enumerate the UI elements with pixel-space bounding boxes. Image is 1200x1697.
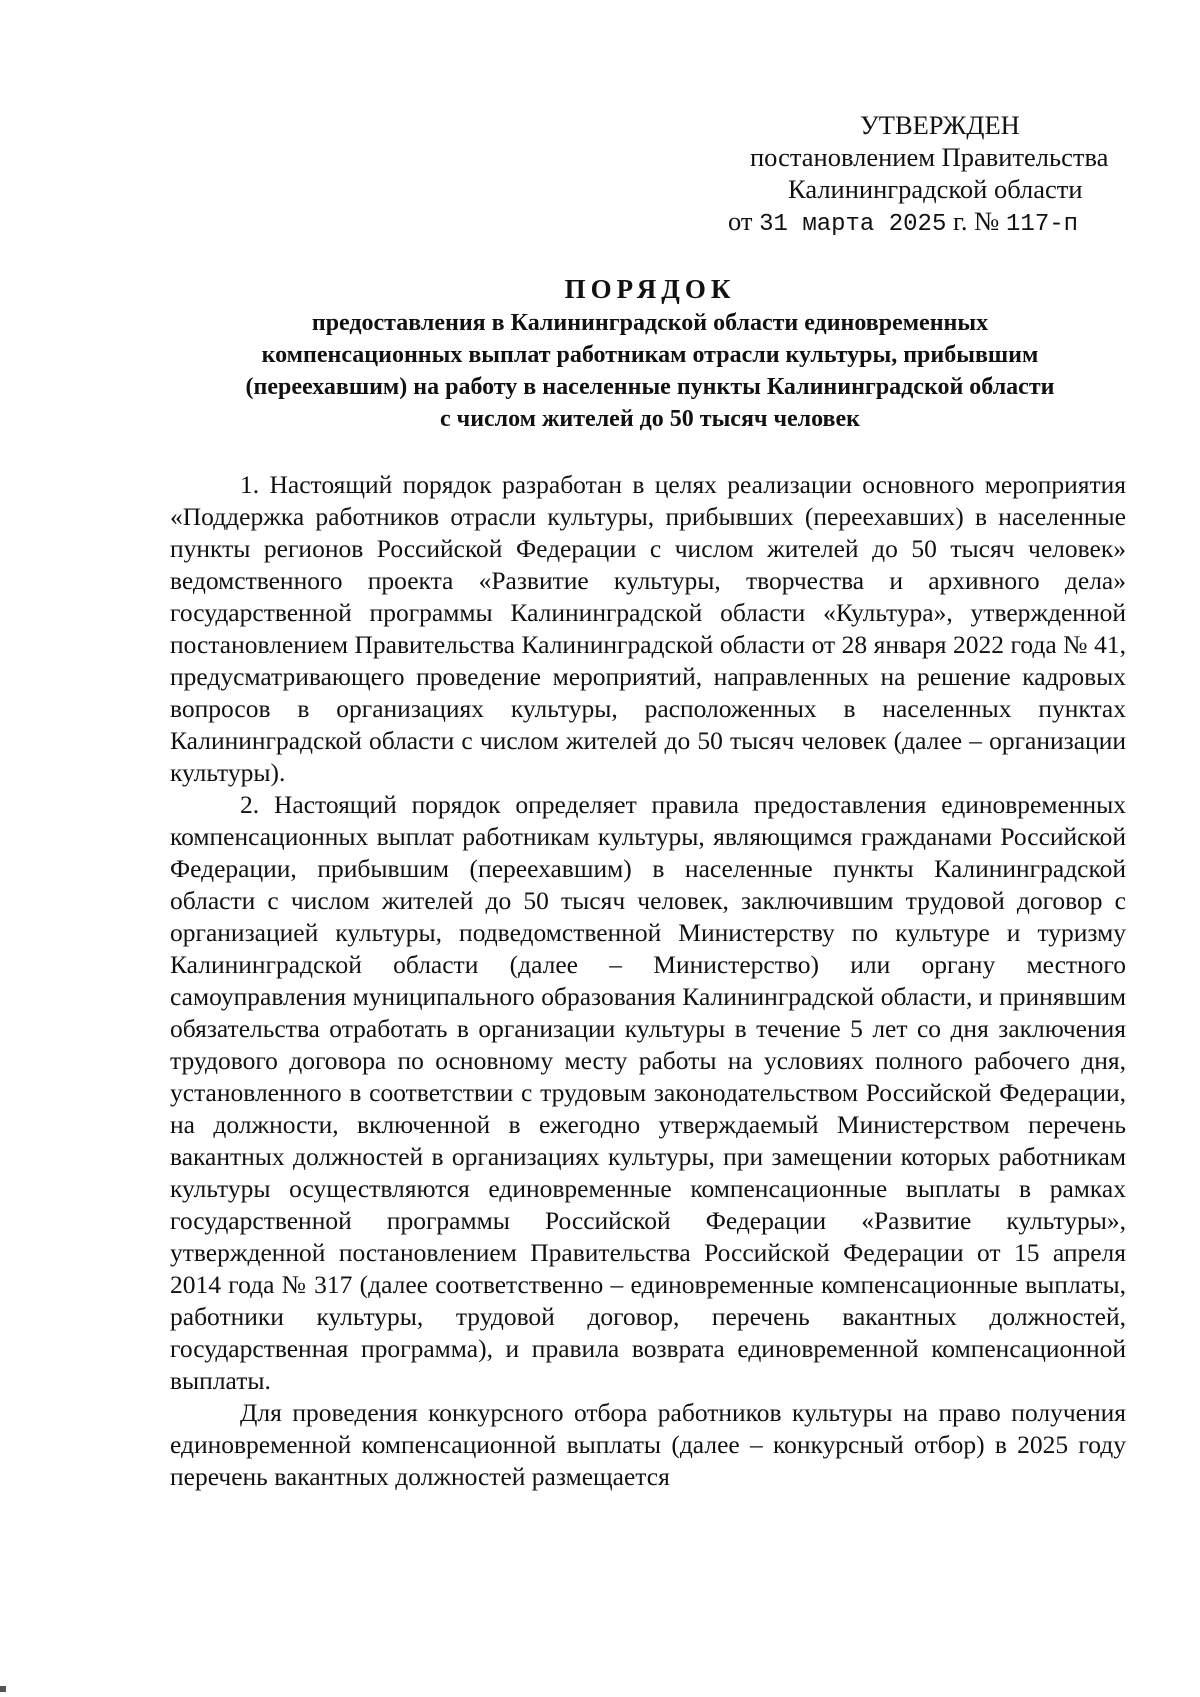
subtitle-line: с числом жителей до 50 тысяч человек <box>440 406 860 432</box>
document-title: ПОРЯДОК <box>564 274 736 304</box>
approval-region: Калининградской области <box>788 174 1083 204</box>
approval-authority: постановлением Правительства <box>750 142 1109 172</box>
approval-date: 31 марта 2025 <box>759 211 947 238</box>
subtitle-line: предоставления в Калининградской области единовременных <box>311 310 989 336</box>
subtitle-line: компенсационных выплат работникам отрасли культуры, прибывшим <box>261 342 1039 368</box>
approval-number-prefix: г. № <box>946 206 1007 236</box>
approval-date-line <box>728 205 1148 241</box>
approval-number: 117-п <box>1006 211 1079 238</box>
approval-date-prefix: от <box>728 206 760 236</box>
document-subtitle <box>170 307 1130 435</box>
subtitle-line: (переехавшим) на работу в населенные пункты Калининградской области <box>245 374 1055 400</box>
approval-stamp <box>728 109 1148 241</box>
approval-title: УТВЕРЖДЕН <box>860 110 1020 140</box>
paragraph-1: 1. Настоящий порядок разработан в целях реализации основного мероприятия «Поддержка работников отрасли культуры, прибывших (переехавших) в населенные пункты регионов Российской Федерации с числом жителей до 50 тысяч человек» ведомственного проекта «Развитие культуры, творчества и архивного дела» государственной программы Калининградской области «Культура», утвержденной постановлением Правительства Калининградской области от 28 января 2022 года № 41, предусматривающего проведение мероприятий, направленных на решение кадровых вопросов в организациях культуры, расположенных в населенных пунктах Калининградской области с числом жителей до 50 тысяч человек (далее – организации культуры). <box>170 470 1126 787</box>
paragraph-2: 2. Настоящий порядок определяет правила предоставления единовременных компенсационных выплат работникам культуры, являющимся гражданами Российской Федерации, прибывшим (переехавшим) в населенные пункты Калининградской области с числом жителей до 50 тысяч человек, заключившим трудовой договор с организацией культуры, подведомственной Министерству по культуре и туризму Калининградской области (далее – Министерство) или органу местного самоуправления муниципального образования Калининградской области, и принявшим обязательства отработать в организации культуры в течение 5 лет со дня заключения трудового договора по основному месту работы на условиях полного рабочего дня, установленного в соответствии с трудовым законодательством Российской Федерации, на должности, включенной в ежегодно утверждаемый Министерством перечень вакантных должностей в организациях культуры, при замещении которых работникам культуры осуществляются единовременные компенсационные выплаты в рамках государственной программы Российской Федерации «Развитие культуры», утвержденной постановлением Правительства Российской Федерации от 15 апреля 2014 года № 317 (далее соответственно – единовременные компенсационные выплаты, работники культуры, трудовой договор, перечень вакантных должностей, государственная программа), и правила возврата единовременной компенсационной выплаты. <box>170 790 1126 1395</box>
paragraph-3: Для проведения конкурсного отбора работников культуры на право получения единовременной компенсационной выплаты (далее – конкурсный отбор) в 2025 году перечень вакантных должностей размещается <box>170 1398 1126 1491</box>
document-body <box>170 469 1126 1493</box>
scan-mark <box>0 1686 6 1692</box>
